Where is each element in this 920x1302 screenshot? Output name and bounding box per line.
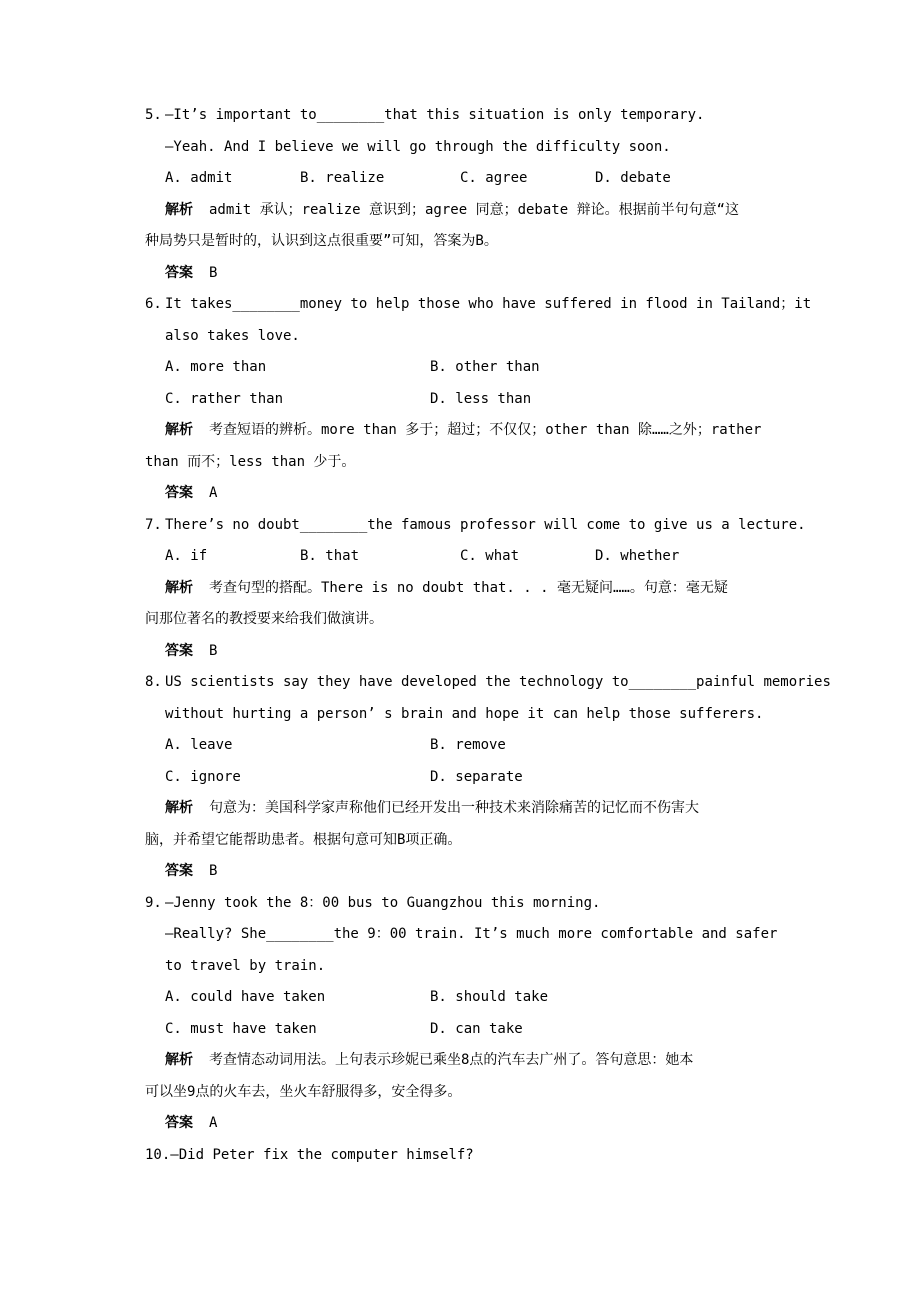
stem-text: US scientists say they have developed the technology to________painful memories <box>165 674 831 690</box>
answer-value: B <box>209 264 218 281</box>
question-analysis <box>145 415 790 478</box>
question-options <box>145 352 790 415</box>
question-stem-wrap: without hurting a person’ s brain and hope it can help those sufferers. <box>165 705 764 722</box>
option-choice: B. remove <box>430 737 506 753</box>
question-stem <box>145 888 790 920</box>
option-choice: B. should take <box>430 989 549 1005</box>
question-stem-wrap: —Yeah. And I believe we will go through the difficulty soon. <box>165 138 671 155</box>
question-block <box>145 1140 790 1172</box>
option-choice: D. separate <box>430 768 523 785</box>
question-options <box>145 730 790 793</box>
analysis-line: 问那位著名的教授要来给我们做演讲。 <box>145 611 383 627</box>
analysis-label: 解析 <box>165 422 193 438</box>
analysis-line: 种局势只是暂时的，认识到这点很重要”可知，答案为B。 <box>145 233 498 249</box>
analysis-line <box>145 573 790 605</box>
answer-label: 答案 <box>165 1115 193 1131</box>
answer-value: A <box>209 1115 218 1131</box>
question-stems <box>145 1140 790 1172</box>
question-list <box>145 100 831 1171</box>
question-analysis <box>145 195 790 258</box>
option-choice: D. less than <box>430 390 532 407</box>
answer-value: A <box>209 485 218 501</box>
analysis-label: 解析 <box>165 201 193 218</box>
stem-text: —It’s important to________that this situation is only temporary. <box>165 107 705 123</box>
stem-text: —Jenny took the 8：00 bus to Guangzhou this morning. <box>165 894 601 911</box>
question-stem <box>145 100 790 132</box>
option-choice: B. that <box>300 548 360 564</box>
question-number: 6. <box>145 296 162 312</box>
analysis-line: than 而不；less than 少于。 <box>145 453 356 470</box>
analysis-text: 考查短语的辨析。more than 多于；超过；不仅仅；other than 除……之外；rather <box>209 422 762 438</box>
answer-line <box>145 478 790 510</box>
option-choice: C. must have taken <box>165 1020 317 1037</box>
analysis-line <box>145 793 790 825</box>
answer-line <box>145 636 790 668</box>
option-row <box>145 730 790 762</box>
option-choice: A. more than <box>165 359 267 375</box>
analysis-label: 解析 <box>165 1052 193 1068</box>
answer-label: 答案 <box>165 863 193 879</box>
stem-text: It takes________money to help those who have suffered in flood in Tailand；it <box>165 296 812 312</box>
question-number: 5. <box>145 107 162 123</box>
question-options <box>145 163 790 195</box>
option-choice: C. what <box>460 548 520 564</box>
option-choice: A. admit <box>165 170 233 186</box>
option-choice: D. whether <box>595 548 680 564</box>
option-choice: A. leave <box>165 737 233 753</box>
option-row <box>145 1014 790 1046</box>
question-stem <box>145 510 806 542</box>
analysis-line <box>145 1045 790 1077</box>
answer-value: B <box>209 642 218 659</box>
stem-text: —Did Peter fix the computer himself? <box>170 1146 474 1163</box>
question-block <box>145 289 812 510</box>
question-stems <box>145 510 806 542</box>
option-row <box>145 762 790 794</box>
question-number: 7. <box>145 516 162 533</box>
option-choice: C. ignore <box>165 768 241 785</box>
question-analysis <box>145 1045 790 1108</box>
analysis-line <box>145 195 790 227</box>
stem-text: There’s no doubt________the famous professor will come to give us a lecture. <box>165 516 806 533</box>
answer-line <box>145 1108 790 1140</box>
question-analysis <box>145 573 790 636</box>
option-row <box>145 384 790 416</box>
option-row <box>145 982 790 1014</box>
option-choice: D. can take <box>430 1020 523 1037</box>
option-choice: A. if <box>165 548 208 564</box>
option-choice: C. rather than <box>165 390 284 407</box>
question-stem-wrap: to travel by train. <box>165 957 326 974</box>
option-choice: B. realize <box>300 170 385 186</box>
question-stems <box>145 289 812 352</box>
question-options <box>145 541 790 573</box>
question-number: 9. <box>145 894 162 911</box>
analysis-text: 考查情态动词用法。上句表示珍妮已乘坐8点的汽车去广州了。答句意思：她本 <box>209 1052 694 1068</box>
answer-label: 答案 <box>165 264 193 281</box>
analysis-text: 句意为：美国科学家声称他们已经开发出一种技术来消除痛苦的记忆而不伤害大 <box>209 800 699 816</box>
answer-value: B <box>209 863 218 879</box>
question-stem <box>145 1140 790 1172</box>
question-block <box>145 888 790 1140</box>
answer-label: 答案 <box>165 485 193 501</box>
analysis-text: admit 承认；realize 意识到；agree 同意；debate 辩论。根据前半句句意“这 <box>209 201 740 218</box>
question-block <box>145 667 831 888</box>
question-block <box>145 510 806 668</box>
question-stems <box>145 888 790 983</box>
question-stem <box>145 667 831 699</box>
answer-line <box>145 258 790 290</box>
question-stems <box>145 667 831 730</box>
question-stems <box>145 100 790 163</box>
analysis-label: 解析 <box>165 579 193 596</box>
analysis-line: 可以坐9点的火车去，坐火车舒服得多，安全得多。 <box>145 1083 462 1100</box>
option-choice: D. debate <box>595 170 671 186</box>
analysis-line <box>145 415 790 447</box>
question-stem-wrap: —Really? She________the 9：00 train. It’s much more comfortable and safer <box>165 926 778 942</box>
option-choice: C. agree <box>460 170 528 186</box>
question-number: 8. <box>145 674 162 690</box>
question-analysis <box>145 793 790 856</box>
analysis-line: 脑，并希望它能帮助患者。根据句意可知B项正确。 <box>145 831 462 848</box>
question-block <box>145 100 790 289</box>
option-choice: A. could have taken <box>165 989 326 1005</box>
option-row <box>145 352 790 384</box>
analysis-label: 解析 <box>165 800 193 816</box>
question-number: 10. <box>145 1146 171 1163</box>
option-row <box>145 541 790 573</box>
answer-label: 答案 <box>165 642 193 659</box>
answer-line <box>145 856 790 888</box>
option-row <box>145 163 790 195</box>
analysis-text: 考查句型的搭配。There is no doubt that. . . 毫无疑问……。句意：毫无疑 <box>209 579 728 596</box>
question-options <box>145 982 790 1045</box>
option-choice: B. other than <box>430 359 540 375</box>
question-stem <box>145 289 812 321</box>
question-stem-wrap: also takes love. <box>165 327 300 344</box>
